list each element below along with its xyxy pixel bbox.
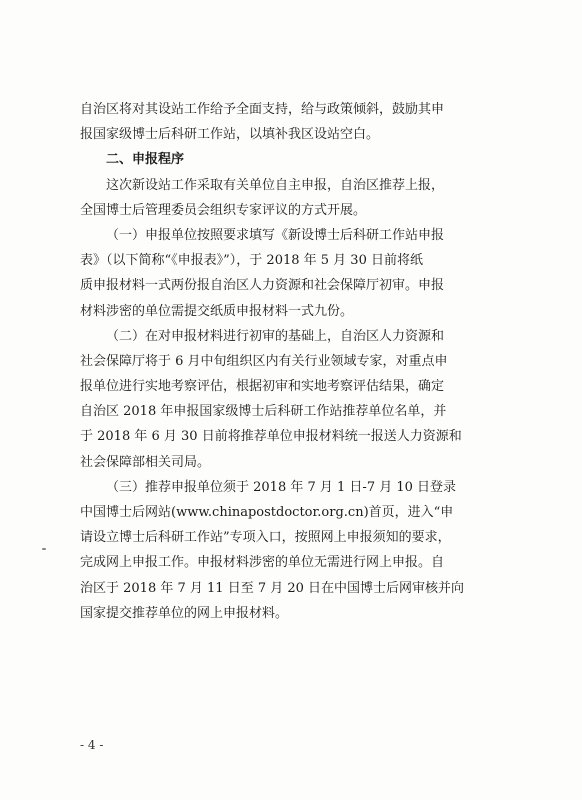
text-line: 这次新设站工作采取有关单位自主申报，自治区推荐上报，: [106, 177, 445, 193]
text-line: 请设立博士后科研工作站”专项入口，按照网上申报须知的要求，: [80, 530, 451, 546]
text-line: 中国博士后网站(www.chinapostdoctor.org.cn)首页，进入“申: [80, 505, 454, 520]
text-line: 社会保障厅将于 6 月中旬组织区内有关行业领域专家，对重点申: [80, 353, 448, 369]
document-body: [80, 97, 505, 626]
text-line: 质申报材料一式两份报自治区人力资源和社会保障厅初审。申报: [80, 278, 445, 294]
text-line: 社会保障部相关司局。: [80, 454, 211, 470]
text-line: 完成网上申报工作。申报材料涉密的单位无需进行网上申报。自: [80, 555, 445, 571]
text-line: 自治区将对其设站工作给予全面支持，给与政策倾斜，鼓励其申: [80, 102, 445, 117]
scan-speck: [42, 548, 46, 550]
text-line: 国家提交推荐单位的网上申报材料。: [80, 605, 289, 621]
text-line: 报国家级博士后科研工作站，以填补我区设站空白。: [80, 127, 380, 143]
text-line: 自治区 2018 年申报国家级博士后科研工作站推荐单位名单，并: [80, 404, 447, 420]
text-line: 表》（以下简称“《申报表》”），于 2018 年 5 月 30 日前将纸: [80, 253, 423, 269]
page-number: - 4 -: [80, 738, 104, 752]
text-line: 材料涉密的单位需提交纸质申报材料一式九份。: [80, 303, 354, 319]
text-line: （二）在对申报材料进行初审的基础上，自治区人力资源和: [106, 328, 445, 344]
text-line: （三）推荐申报单位须于 2018 年 7 月 1 日-7 月 10 日登录: [106, 479, 457, 495]
text-line: 全国博士后管理委员会组织专家评议的方式开展。: [80, 202, 367, 218]
text-line: （一）申报单位按照要求填写《新设博士后科研工作站申报: [106, 227, 445, 243]
text-line: 报单位进行实地考察评估，根据初审和实地考察评估结果，确定: [80, 379, 445, 395]
text-line: 治区于 2018 年 7 月 11 日至 7 月 20 日在中国博士后网审核并向: [80, 580, 465, 596]
text-line: 于 2018 年 6 月 30 日前将推荐单位申报材料统一报送人力资源和: [80, 429, 462, 445]
section-heading: 二、申报程序: [106, 152, 185, 168]
